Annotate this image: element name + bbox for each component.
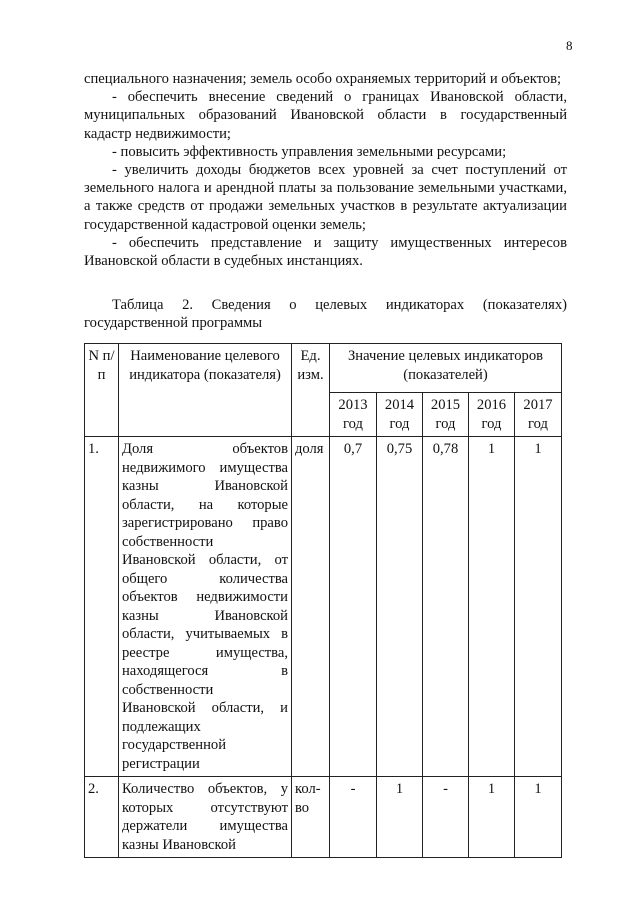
row-value: 1 [469, 437, 515, 777]
header-year: 2014 год [377, 393, 423, 437]
indicators-table [84, 343, 562, 858]
row-unit: доля [292, 437, 330, 777]
row-value: 1 [469, 777, 515, 858]
row-value: - [423, 777, 469, 858]
row-value: 1 [515, 777, 562, 858]
paragraph: - обеспечить представление и защиту имущественных интересов Ивановской области в судебных инстанциях. [84, 234, 567, 270]
table-row [85, 437, 562, 777]
row-value: 0,75 [377, 437, 423, 777]
header-unit: Ед. изм. [292, 344, 330, 437]
row-unit: кол-во [292, 777, 330, 858]
row-name: Доля объектов недвижимого имущества казны Ивановской области, на которые зарегистрировано право собственности Ивановской области, от общего количества объектов недвижимости казны Ивановской области, учитываемых в реестре имущества, находящегося в собственности Ивановской области, и подлежащих государственной регистрации [119, 437, 292, 777]
row-num: 1. [85, 437, 119, 777]
table-caption: Таблица 2. Сведения о целевых индикаторах (показателях) государственной программы [84, 297, 567, 331]
row-value: 0,78 [423, 437, 469, 777]
body-text [84, 70, 567, 270]
row-value: 0,7 [330, 437, 377, 777]
row-value: 1 [377, 777, 423, 858]
row-num: 2. [85, 777, 119, 858]
paragraph: - обеспечить внесение сведений о границах Ивановской области, муниципальных образований Ивановской области в государственный кадастр недвижимости; [84, 89, 567, 142]
paragraph: - увеличить доходы бюджетов всех уровней за счет поступлений от земельного налога и арендной платы за пользование земельными участками, а также средств от продажи земельных участков в результате актуализации государственной кадастровой оценки земель; [84, 162, 567, 233]
header-name: Наименование целевого индикатора (показателя) [119, 344, 292, 437]
header-year: 2013 год [330, 393, 377, 437]
row-value: 1 [515, 437, 562, 777]
page-number: 8 [566, 38, 573, 53]
row-name: Количество объектов, у которых отсутствуют держатели имущества казны Ивановской [119, 777, 292, 858]
paragraph: специального назначения; земель особо охраняемых территорий и объектов; [84, 71, 562, 87]
paragraph: - повысить эффективность управления земельными ресурсами; [112, 143, 507, 160]
header-year: 2015 год [423, 393, 469, 437]
header-num: N п/п [85, 344, 119, 437]
row-value: - [330, 777, 377, 858]
table-row [85, 777, 562, 858]
header-year: 2017 год [515, 393, 562, 437]
header-year: 2016 год [469, 393, 515, 437]
table-header-row [85, 344, 562, 393]
header-values-group: Значение целевых индикаторов (показателей) [330, 344, 562, 393]
